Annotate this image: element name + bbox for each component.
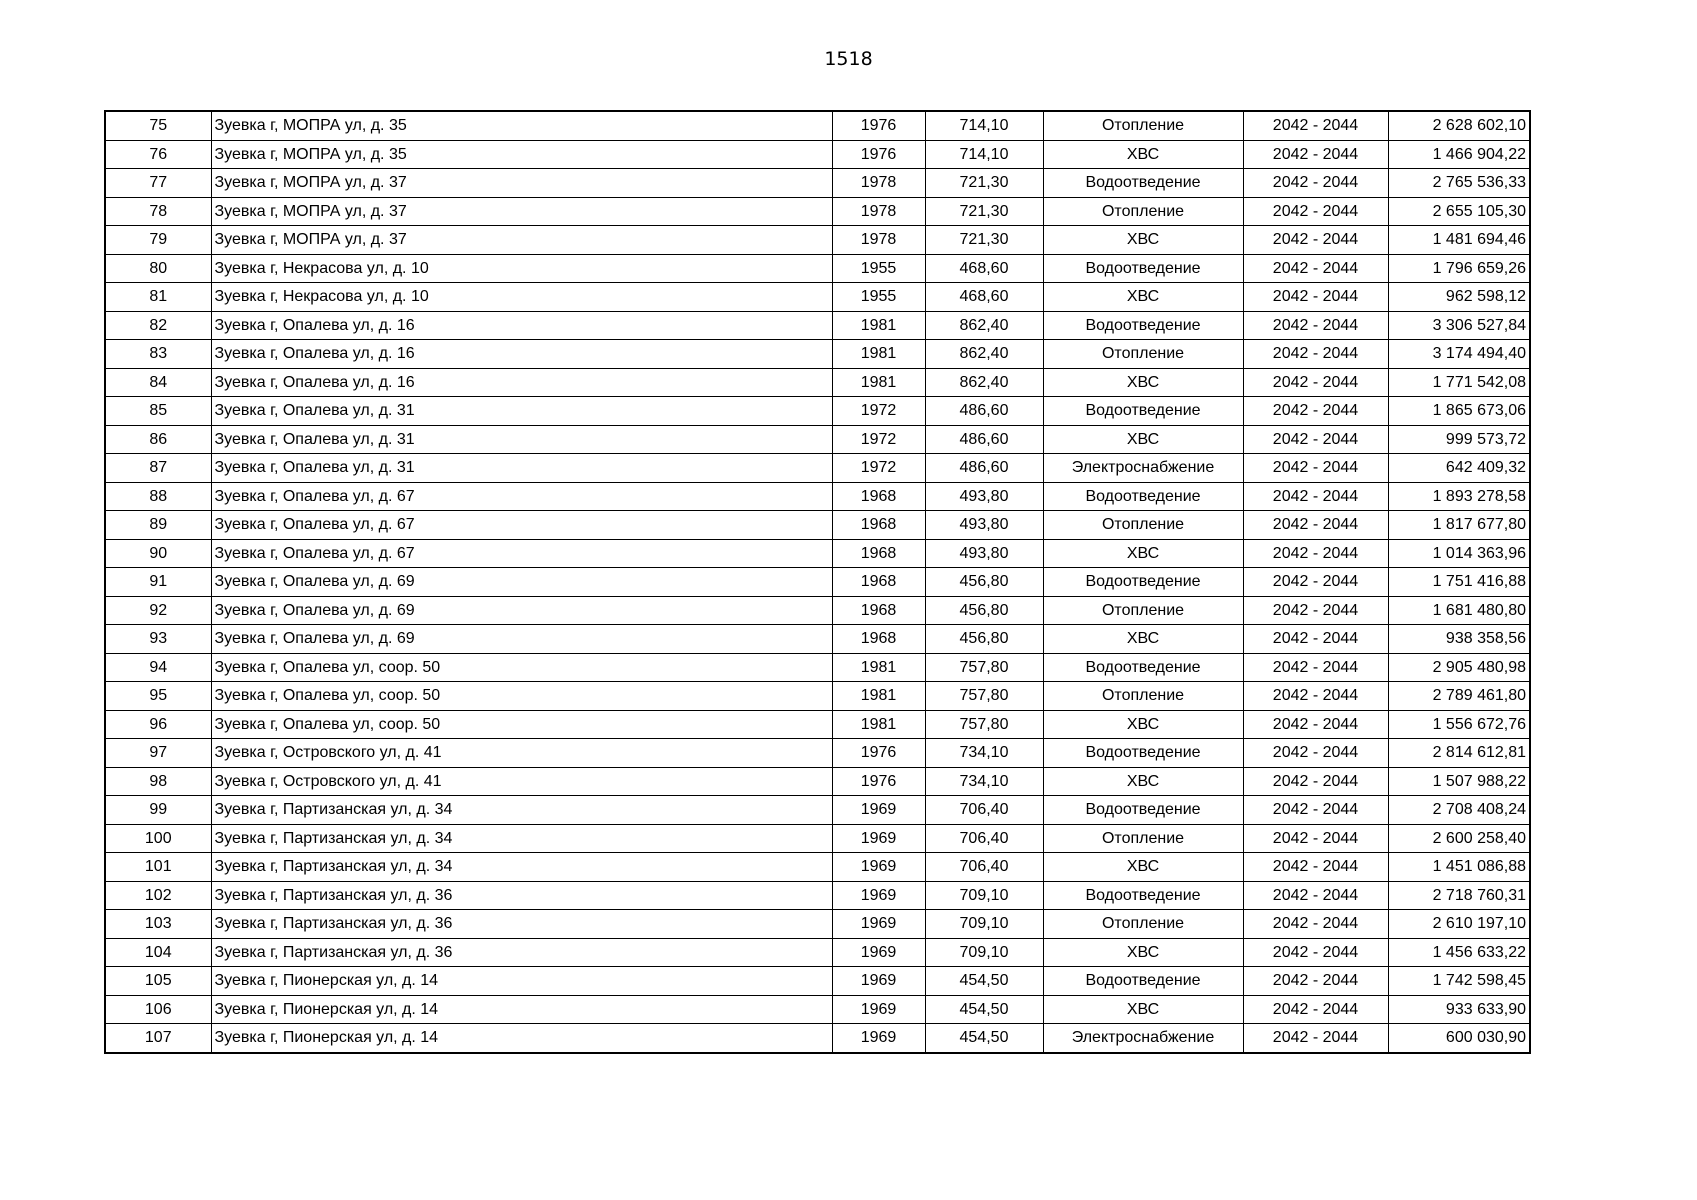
work-type-cell: Водоотведение <box>1043 653 1243 682</box>
year-built-cell: 1978 <box>832 226 925 255</box>
cost-cell: 2 610 197,10 <box>1388 910 1530 939</box>
table-row <box>105 283 1530 312</box>
row-number-cell: 87 <box>105 454 211 483</box>
period-cell: 2042 - 2044 <box>1243 710 1388 739</box>
table-row <box>105 111 1530 140</box>
row-number-cell: 88 <box>105 482 211 511</box>
address-cell: Зуевка г, МОПРА ул, д. 37 <box>211 197 832 226</box>
cost-cell: 1 507 988,22 <box>1388 767 1530 796</box>
cost-cell: 933 633,90 <box>1388 995 1530 1024</box>
cost-cell: 1 556 672,76 <box>1388 710 1530 739</box>
year-built-cell: 1969 <box>832 1024 925 1053</box>
period-cell: 2042 - 2044 <box>1243 283 1388 312</box>
table-row <box>105 482 1530 511</box>
area-cell: 456,80 <box>925 596 1043 625</box>
address-cell: Зуевка г, Опалева ул, д. 31 <box>211 397 832 426</box>
row-number-cell: 102 <box>105 881 211 910</box>
address-cell: Зуевка г, Пионерская ул, д. 14 <box>211 967 832 996</box>
work-type-cell: Водоотведение <box>1043 482 1243 511</box>
row-number-cell: 78 <box>105 197 211 226</box>
area-cell: 486,60 <box>925 397 1043 426</box>
period-cell: 2042 - 2044 <box>1243 767 1388 796</box>
page-number: 1518 <box>824 48 873 70</box>
work-type-cell: ХВС <box>1043 226 1243 255</box>
period-cell: 2042 - 2044 <box>1243 482 1388 511</box>
year-built-cell: 1978 <box>832 197 925 226</box>
table-row <box>105 710 1530 739</box>
table-row <box>105 140 1530 169</box>
table-row <box>105 824 1530 853</box>
address-cell: Зуевка г, Опалева ул, д. 69 <box>211 625 832 654</box>
address-cell: Зуевка г, Опалева ул, д. 16 <box>211 340 832 369</box>
work-type-cell: Водоотведение <box>1043 397 1243 426</box>
period-cell: 2042 - 2044 <box>1243 254 1388 283</box>
period-cell: 2042 - 2044 <box>1243 226 1388 255</box>
period-cell: 2042 - 2044 <box>1243 340 1388 369</box>
period-cell: 2042 - 2044 <box>1243 397 1388 426</box>
table-row <box>105 1024 1530 1053</box>
row-number-cell: 89 <box>105 511 211 540</box>
row-number-cell: 101 <box>105 853 211 882</box>
area-cell: 706,40 <box>925 796 1043 825</box>
address-cell: Зуевка г, Партизанская ул, д. 36 <box>211 910 832 939</box>
year-built-cell: 1972 <box>832 397 925 426</box>
year-built-cell: 1968 <box>832 625 925 654</box>
row-number-cell: 103 <box>105 910 211 939</box>
row-number-cell: 84 <box>105 368 211 397</box>
work-type-cell: Водоотведение <box>1043 881 1243 910</box>
address-cell: Зуевка г, Некрасова ул, д. 10 <box>211 254 832 283</box>
work-type-cell: ХВС <box>1043 425 1243 454</box>
cost-cell: 1 817 677,80 <box>1388 511 1530 540</box>
year-built-cell: 1969 <box>832 938 925 967</box>
work-type-cell: ХВС <box>1043 140 1243 169</box>
cost-cell: 2 708 408,24 <box>1388 796 1530 825</box>
area-cell: 721,30 <box>925 197 1043 226</box>
work-type-cell: Водоотведение <box>1043 254 1243 283</box>
cost-cell: 1 481 694,46 <box>1388 226 1530 255</box>
table-row <box>105 881 1530 910</box>
address-cell: Зуевка г, Опалева ул, д. 69 <box>211 596 832 625</box>
cost-cell: 2 765 536,33 <box>1388 169 1530 198</box>
area-cell: 757,80 <box>925 710 1043 739</box>
table-row <box>105 311 1530 340</box>
period-cell: 2042 - 2044 <box>1243 311 1388 340</box>
year-built-cell: 1981 <box>832 311 925 340</box>
row-number-cell: 76 <box>105 140 211 169</box>
area-cell: 714,10 <box>925 111 1043 140</box>
period-cell: 2042 - 2044 <box>1243 995 1388 1024</box>
cost-cell: 1 742 598,45 <box>1388 967 1530 996</box>
year-built-cell: 1955 <box>832 283 925 312</box>
period-cell: 2042 - 2044 <box>1243 454 1388 483</box>
year-built-cell: 1969 <box>832 967 925 996</box>
cost-cell: 2 905 480,98 <box>1388 653 1530 682</box>
address-cell: Зуевка г, Пионерская ул, д. 14 <box>211 995 832 1024</box>
work-type-cell: ХВС <box>1043 710 1243 739</box>
year-built-cell: 1968 <box>832 596 925 625</box>
table-row <box>105 625 1530 654</box>
address-cell: Зуевка г, Опалева ул, д. 16 <box>211 311 832 340</box>
table-row <box>105 226 1530 255</box>
period-cell: 2042 - 2044 <box>1243 368 1388 397</box>
address-cell: Зуевка г, Партизанская ул, д. 34 <box>211 796 832 825</box>
year-built-cell: 1976 <box>832 767 925 796</box>
work-type-cell: Водоотведение <box>1043 739 1243 768</box>
area-cell: 493,80 <box>925 511 1043 540</box>
period-cell: 2042 - 2044 <box>1243 653 1388 682</box>
table-row <box>105 653 1530 682</box>
area-cell: 486,60 <box>925 425 1043 454</box>
year-built-cell: 1968 <box>832 539 925 568</box>
row-number-cell: 85 <box>105 397 211 426</box>
work-type-cell: ХВС <box>1043 995 1243 1024</box>
address-cell: Зуевка г, МОПРА ул, д. 37 <box>211 169 832 198</box>
address-cell: Зуевка г, МОПРА ул, д. 35 <box>211 140 832 169</box>
year-built-cell: 1972 <box>832 425 925 454</box>
row-number-cell: 90 <box>105 539 211 568</box>
period-cell: 2042 - 2044 <box>1243 682 1388 711</box>
table-row <box>105 397 1530 426</box>
row-number-cell: 104 <box>105 938 211 967</box>
year-built-cell: 1972 <box>832 454 925 483</box>
cost-cell: 2 814 612,81 <box>1388 739 1530 768</box>
address-cell: Зуевка г, Островского ул, д. 41 <box>211 767 832 796</box>
area-cell: 706,40 <box>925 853 1043 882</box>
work-type-cell: ХВС <box>1043 853 1243 882</box>
year-built-cell: 1976 <box>832 140 925 169</box>
table-row <box>105 596 1530 625</box>
table-row <box>105 169 1530 198</box>
year-built-cell: 1981 <box>832 682 925 711</box>
row-number-cell: 83 <box>105 340 211 369</box>
work-type-cell: Водоотведение <box>1043 967 1243 996</box>
table-row <box>105 796 1530 825</box>
period-cell: 2042 - 2044 <box>1243 910 1388 939</box>
year-built-cell: 1969 <box>832 853 925 882</box>
cost-cell: 938 358,56 <box>1388 625 1530 654</box>
work-type-cell: Отопление <box>1043 682 1243 711</box>
period-cell: 2042 - 2044 <box>1243 568 1388 597</box>
table-row <box>105 454 1530 483</box>
address-cell: Зуевка г, Опалева ул, д. 67 <box>211 482 832 511</box>
area-cell: 757,80 <box>925 653 1043 682</box>
period-cell: 2042 - 2044 <box>1243 938 1388 967</box>
table-row <box>105 368 1530 397</box>
year-built-cell: 1969 <box>832 881 925 910</box>
address-cell: Зуевка г, Опалева ул, д. 67 <box>211 511 832 540</box>
area-cell: 454,50 <box>925 967 1043 996</box>
period-cell: 2042 - 2044 <box>1243 511 1388 540</box>
cost-cell: 1 681 480,80 <box>1388 596 1530 625</box>
table-row <box>105 910 1530 939</box>
cost-cell: 600 030,90 <box>1388 1024 1530 1053</box>
period-cell: 2042 - 2044 <box>1243 967 1388 996</box>
address-cell: Зуевка г, Партизанская ул, д. 36 <box>211 938 832 967</box>
table-row <box>105 739 1530 768</box>
area-cell: 862,40 <box>925 340 1043 369</box>
work-type-cell: Отопление <box>1043 197 1243 226</box>
row-number-cell: 99 <box>105 796 211 825</box>
row-number-cell: 93 <box>105 625 211 654</box>
period-cell: 2042 - 2044 <box>1243 169 1388 198</box>
cost-cell: 2 628 602,10 <box>1388 111 1530 140</box>
work-type-cell: ХВС <box>1043 767 1243 796</box>
work-type-cell: ХВС <box>1043 539 1243 568</box>
work-type-cell: ХВС <box>1043 625 1243 654</box>
work-type-cell: Отопление <box>1043 596 1243 625</box>
cost-cell: 2 718 760,31 <box>1388 881 1530 910</box>
year-built-cell: 1976 <box>832 739 925 768</box>
area-cell: 734,10 <box>925 767 1043 796</box>
address-cell: Зуевка г, Островского ул, д. 41 <box>211 739 832 768</box>
repair-schedule-table <box>104 110 1531 1054</box>
area-cell: 734,10 <box>925 739 1043 768</box>
row-number-cell: 107 <box>105 1024 211 1053</box>
address-cell: Зуевка г, Некрасова ул, д. 10 <box>211 283 832 312</box>
work-type-cell: ХВС <box>1043 283 1243 312</box>
address-cell: Зуевка г, МОПРА ул, д. 35 <box>211 111 832 140</box>
cost-cell: 999 573,72 <box>1388 425 1530 454</box>
address-cell: Зуевка г, Партизанская ул, д. 36 <box>211 881 832 910</box>
row-number-cell: 79 <box>105 226 211 255</box>
work-type-cell: Водоотведение <box>1043 568 1243 597</box>
year-built-cell: 1981 <box>832 710 925 739</box>
address-cell: Зуевка г, Партизанская ул, д. 34 <box>211 853 832 882</box>
cost-cell: 3 306 527,84 <box>1388 311 1530 340</box>
cost-cell: 3 174 494,40 <box>1388 340 1530 369</box>
area-cell: 454,50 <box>925 995 1043 1024</box>
table-row <box>105 197 1530 226</box>
table-row <box>105 340 1530 369</box>
row-number-cell: 81 <box>105 283 211 312</box>
period-cell: 2042 - 2044 <box>1243 111 1388 140</box>
work-type-cell: Водоотведение <box>1043 796 1243 825</box>
year-built-cell: 1981 <box>832 340 925 369</box>
year-built-cell: 1968 <box>832 568 925 597</box>
work-type-cell: Водоотведение <box>1043 311 1243 340</box>
period-cell: 2042 - 2044 <box>1243 796 1388 825</box>
year-built-cell: 1969 <box>832 910 925 939</box>
area-cell: 456,80 <box>925 625 1043 654</box>
area-cell: 709,10 <box>925 910 1043 939</box>
year-built-cell: 1968 <box>832 511 925 540</box>
area-cell: 706,40 <box>925 824 1043 853</box>
period-cell: 2042 - 2044 <box>1243 625 1388 654</box>
work-type-cell: Отопление <box>1043 111 1243 140</box>
table-row <box>105 995 1530 1024</box>
work-type-cell: Отопление <box>1043 511 1243 540</box>
row-number-cell: 100 <box>105 824 211 853</box>
row-number-cell: 86 <box>105 425 211 454</box>
area-cell: 454,50 <box>925 1024 1043 1053</box>
row-number-cell: 106 <box>105 995 211 1024</box>
address-cell: Зуевка г, Опалева ул, соор. 50 <box>211 710 832 739</box>
table-row <box>105 568 1530 597</box>
year-built-cell: 1981 <box>832 368 925 397</box>
area-cell: 456,80 <box>925 568 1043 597</box>
cost-cell: 1 771 542,08 <box>1388 368 1530 397</box>
work-type-cell: ХВС <box>1043 938 1243 967</box>
area-cell: 709,10 <box>925 938 1043 967</box>
period-cell: 2042 - 2044 <box>1243 824 1388 853</box>
row-number-cell: 94 <box>105 653 211 682</box>
table-row <box>105 511 1530 540</box>
table-row <box>105 254 1530 283</box>
area-cell: 714,10 <box>925 140 1043 169</box>
cost-cell: 2 600 258,40 <box>1388 824 1530 853</box>
table-row <box>105 425 1530 454</box>
address-cell: Зуевка г, Опалева ул, д. 69 <box>211 568 832 597</box>
year-built-cell: 1969 <box>832 995 925 1024</box>
address-cell: Зуевка г, Опалева ул, д. 31 <box>211 454 832 483</box>
area-cell: 862,40 <box>925 368 1043 397</box>
area-cell: 862,40 <box>925 311 1043 340</box>
period-cell: 2042 - 2044 <box>1243 1024 1388 1053</box>
area-cell: 709,10 <box>925 881 1043 910</box>
area-cell: 486,60 <box>925 454 1043 483</box>
row-number-cell: 91 <box>105 568 211 597</box>
row-number-cell: 80 <box>105 254 211 283</box>
row-number-cell: 75 <box>105 111 211 140</box>
work-type-cell: Отопление <box>1043 340 1243 369</box>
cost-cell: 1 865 673,06 <box>1388 397 1530 426</box>
area-cell: 493,80 <box>925 482 1043 511</box>
table-row <box>105 853 1530 882</box>
year-built-cell: 1969 <box>832 796 925 825</box>
period-cell: 2042 - 2044 <box>1243 140 1388 169</box>
cost-cell: 1 014 363,96 <box>1388 539 1530 568</box>
area-cell: 493,80 <box>925 539 1043 568</box>
address-cell: Зуевка г, МОПРА ул, д. 37 <box>211 226 832 255</box>
address-cell: Зуевка г, Партизанская ул, д. 34 <box>211 824 832 853</box>
address-cell: Зуевка г, Опалева ул, д. 16 <box>211 368 832 397</box>
year-built-cell: 1978 <box>832 169 925 198</box>
cost-cell: 1 796 659,26 <box>1388 254 1530 283</box>
work-type-cell: Отопление <box>1043 910 1243 939</box>
work-type-cell: Электроснабжение <box>1043 454 1243 483</box>
work-type-cell: Отопление <box>1043 824 1243 853</box>
area-cell: 468,60 <box>925 254 1043 283</box>
area-cell: 468,60 <box>925 283 1043 312</box>
period-cell: 2042 - 2044 <box>1243 425 1388 454</box>
work-type-cell: ХВС <box>1043 368 1243 397</box>
table-row <box>105 539 1530 568</box>
table-row <box>105 682 1530 711</box>
address-cell: Зуевка г, Опалева ул, соор. 50 <box>211 653 832 682</box>
row-number-cell: 82 <box>105 311 211 340</box>
work-type-cell: Водоотведение <box>1043 169 1243 198</box>
row-number-cell: 105 <box>105 967 211 996</box>
year-built-cell: 1976 <box>832 111 925 140</box>
cost-cell: 1 751 416,88 <box>1388 568 1530 597</box>
period-cell: 2042 - 2044 <box>1243 881 1388 910</box>
cost-cell: 2 655 105,30 <box>1388 197 1530 226</box>
table-row <box>105 938 1530 967</box>
row-number-cell: 92 <box>105 596 211 625</box>
cost-cell: 642 409,32 <box>1388 454 1530 483</box>
period-cell: 2042 - 2044 <box>1243 197 1388 226</box>
period-cell: 2042 - 2044 <box>1243 539 1388 568</box>
work-type-cell: Электроснабжение <box>1043 1024 1243 1053</box>
row-number-cell: 96 <box>105 710 211 739</box>
cost-cell: 1 466 904,22 <box>1388 140 1530 169</box>
table-row <box>105 967 1530 996</box>
address-cell: Зуевка г, Опалева ул, соор. 50 <box>211 682 832 711</box>
cost-cell: 2 789 461,80 <box>1388 682 1530 711</box>
area-cell: 721,30 <box>925 226 1043 255</box>
area-cell: 721,30 <box>925 169 1043 198</box>
cost-cell: 1 456 633,22 <box>1388 938 1530 967</box>
address-cell: Зуевка г, Пионерская ул, д. 14 <box>211 1024 832 1053</box>
year-built-cell: 1968 <box>832 482 925 511</box>
period-cell: 2042 - 2044 <box>1243 739 1388 768</box>
row-number-cell: 98 <box>105 767 211 796</box>
cost-cell: 962 598,12 <box>1388 283 1530 312</box>
table-row <box>105 767 1530 796</box>
cost-cell: 1 451 086,88 <box>1388 853 1530 882</box>
row-number-cell: 95 <box>105 682 211 711</box>
year-built-cell: 1955 <box>832 254 925 283</box>
area-cell: 757,80 <box>925 682 1043 711</box>
table-body <box>105 111 1530 1053</box>
period-cell: 2042 - 2044 <box>1243 853 1388 882</box>
row-number-cell: 97 <box>105 739 211 768</box>
address-cell: Зуевка г, Опалева ул, д. 67 <box>211 539 832 568</box>
year-built-cell: 1981 <box>832 653 925 682</box>
year-built-cell: 1969 <box>832 824 925 853</box>
cost-cell: 1 893 278,58 <box>1388 482 1530 511</box>
address-cell: Зуевка г, Опалева ул, д. 31 <box>211 425 832 454</box>
period-cell: 2042 - 2044 <box>1243 596 1388 625</box>
row-number-cell: 77 <box>105 169 211 198</box>
